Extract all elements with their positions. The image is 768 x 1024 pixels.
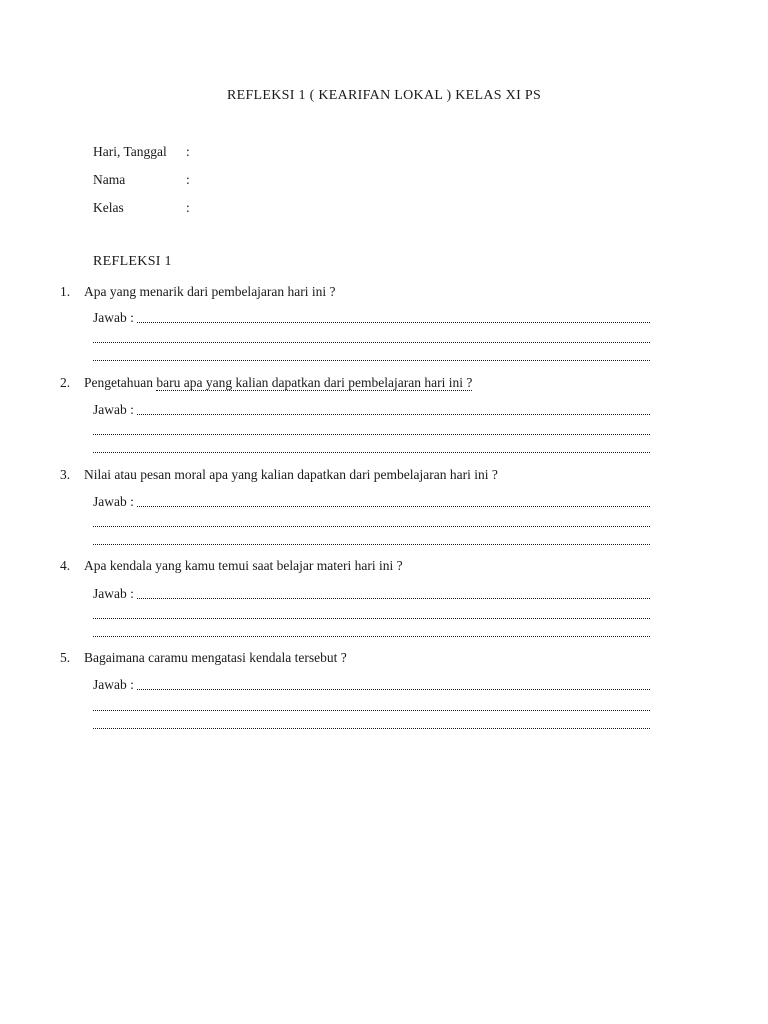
section-heading: REFLEKSI 1 [93, 254, 172, 269]
answer-row-5[interactable] [93, 677, 650, 693]
kelas-colon: : [186, 200, 190, 215]
answer-line[interactable] [137, 322, 650, 323]
answer-row-4[interactable] [93, 586, 650, 602]
question-text: baru apa yang kalian dapatkan dari pembelajaran hari ini ? [156, 375, 473, 390]
answer-label: Jawab : [93, 586, 134, 601]
answer-line[interactable] [93, 342, 650, 343]
answer-line[interactable] [137, 506, 650, 507]
question-number: 5. [60, 650, 71, 665]
question-number: 4. [60, 558, 71, 573]
answer-line[interactable] [93, 526, 650, 527]
question-number: 1. [60, 284, 71, 299]
answer-line[interactable] [93, 728, 650, 729]
answer-line[interactable] [93, 710, 650, 711]
answer-line[interactable] [93, 544, 650, 545]
question-number: 3. [60, 467, 71, 482]
answer-row-1[interactable] [93, 310, 650, 326]
info-row-hari-tanggal [93, 143, 190, 161]
hari-tanggal-label: Hari, Tanggal [93, 144, 167, 159]
document-title: REFLEKSI 1 ( KEARIFAN LOKAL ) KELAS XI PS [226, 88, 542, 103]
nama-colon: : [186, 172, 190, 187]
answer-line[interactable] [93, 452, 650, 453]
answer-row-3[interactable] [93, 494, 650, 510]
question-text: Apa yang menarik dari pembelajaran hari ini ? [84, 284, 336, 299]
question-5 [60, 649, 347, 667]
question-text: Bagaimana caramu mengatasi kendala tersebut ? [84, 650, 347, 665]
info-row-kelas [93, 199, 190, 217]
info-row-nama [93, 171, 190, 189]
question-text: Nilai atau pesan moral apa yang kalian dapatkan dari pembelajaran hari ini ? [84, 467, 498, 482]
answer-line[interactable] [137, 598, 650, 599]
question-3 [60, 466, 498, 484]
answer-line[interactable] [93, 434, 650, 435]
hari-tanggal-colon: : [186, 144, 190, 159]
kelas-label: Kelas [93, 200, 124, 215]
answer-label: Jawab : [93, 677, 134, 692]
question-1 [60, 283, 336, 301]
question-number: 2. [60, 375, 71, 390]
answer-label: Jawab : [93, 494, 134, 509]
question-4 [60, 557, 403, 575]
answer-line[interactable] [137, 414, 650, 415]
answer-line[interactable] [93, 636, 650, 637]
answer-line[interactable] [93, 360, 650, 361]
answer-label: Jawab : [93, 310, 134, 325]
nama-label: Nama [93, 172, 126, 187]
answer-row-2[interactable] [93, 402, 650, 418]
answer-line[interactable] [137, 689, 650, 690]
question-2 [60, 374, 472, 392]
question-text: Apa kendala yang kamu temui saat belajar materi hari ini ? [84, 558, 403, 573]
answer-line[interactable] [93, 618, 650, 619]
question-text-prefix: Pengetahuan [84, 375, 157, 390]
answer-label: Jawab : [93, 402, 134, 417]
